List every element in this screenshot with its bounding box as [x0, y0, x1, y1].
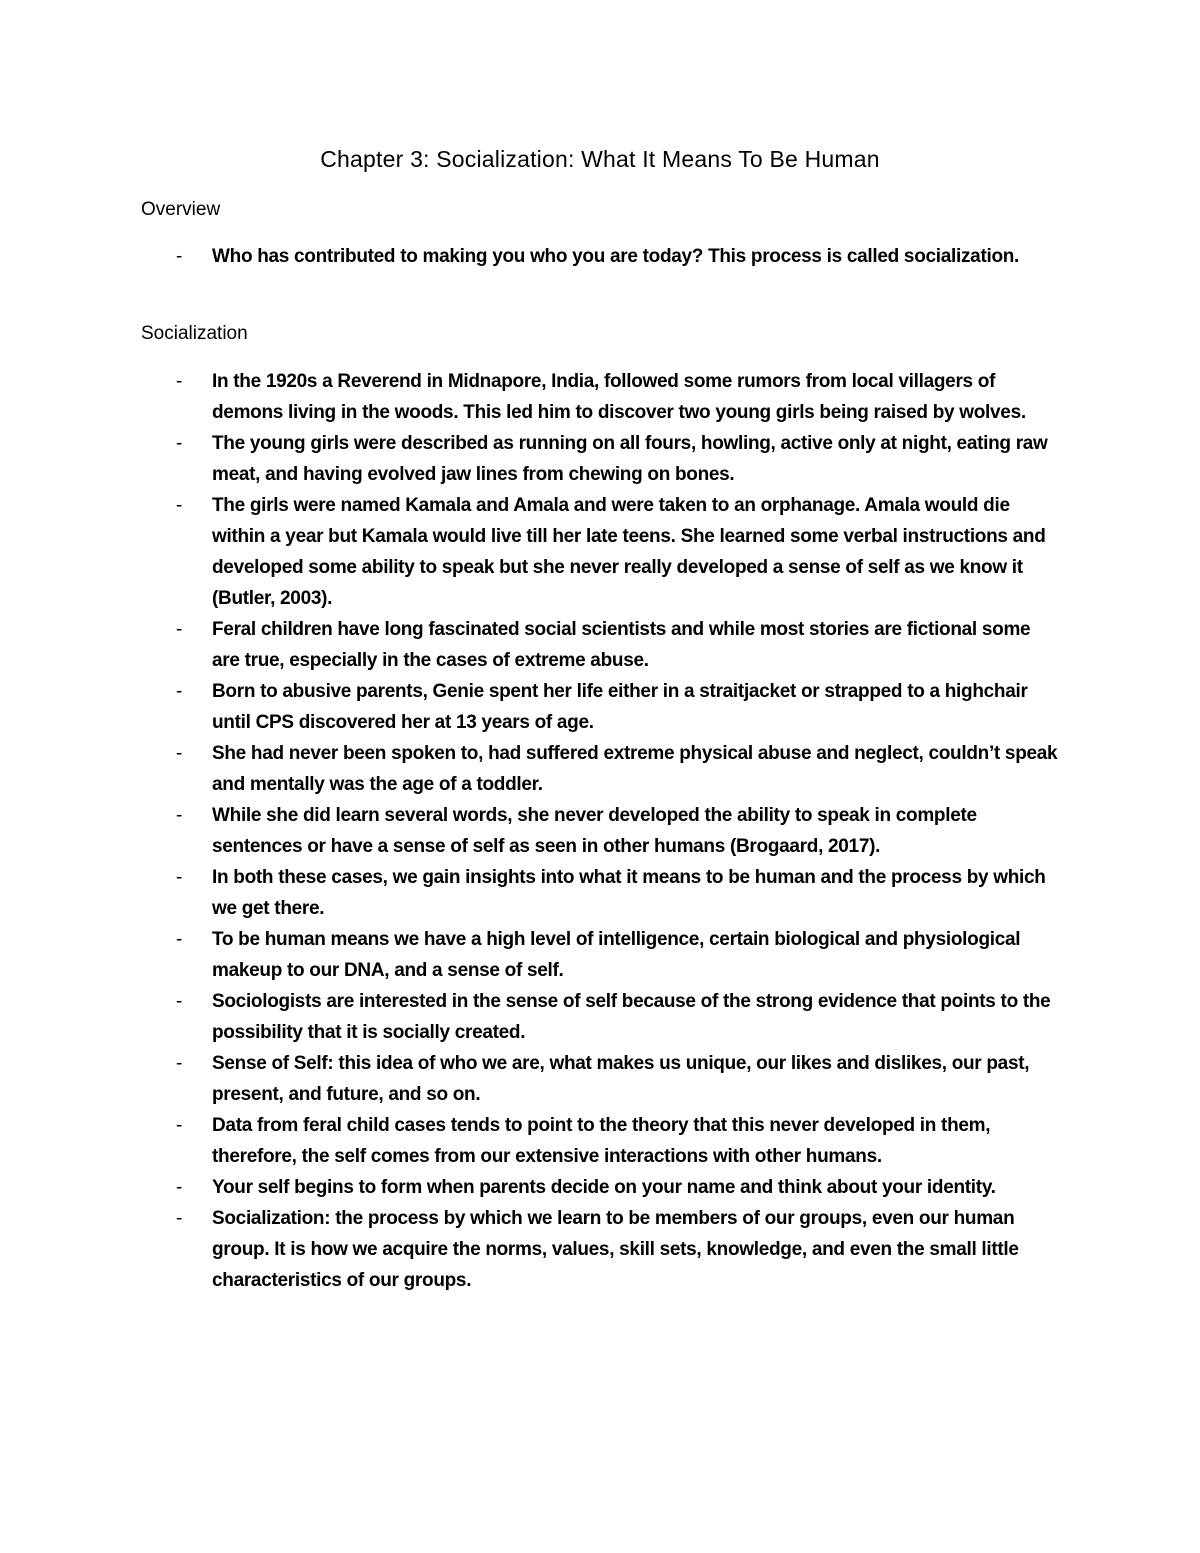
bullet-text: Data from feral child cases tends to point to the theory that this never developed in them, therefore, the self comes from our extensive interactions with other humans.: [212, 1115, 991, 1167]
bullet-dash: -: [176, 495, 183, 516]
bullet-text: Born to abusive parents, Genie spent her life either in a straitjacket or strapped to a highchair until CPS discovered her at 13 years of age.: [212, 681, 1028, 733]
list-item: [0, 800, 1060, 862]
list-item: [0, 986, 1060, 1048]
bullet-dash: -: [176, 867, 183, 888]
bullet-dash: -: [176, 681, 183, 702]
bullet-text: Feral children have long fascinated social scientists and while most stories are fictional some are true, especially in the cases of extreme abuse.: [212, 619, 1031, 671]
page-title: Chapter 3: Socialization: What It Means To Be Human: [320, 146, 880, 172]
bullet-text: Who has contributed to making you who you are today? This process is called socialization.: [212, 246, 1020, 267]
list-item: [0, 676, 1060, 738]
bullet-dash: -: [176, 371, 183, 392]
list-item: [0, 1048, 1060, 1110]
list-item: [0, 1110, 1060, 1172]
bullet-dash: -: [176, 1177, 183, 1198]
bullet-text: In both these cases, we gain insights into what it means to be human and the process by which we get there.: [212, 867, 1046, 919]
list-item: [0, 862, 1060, 924]
bullet-dash: -: [176, 433, 183, 454]
bullet-text: She had never been spoken to, had suffered extreme physical abuse and neglect, couldn’t speak and mentally was the age of a toddler.: [212, 743, 1058, 795]
bullet-text: Socialization: the process by which we learn to be members of our groups, even our human group. It is how we acquire the norms, values, skill sets, knowledge, and even the small little characteristics of our groups.: [212, 1208, 1019, 1291]
list-item: [0, 614, 1060, 676]
list-item: [0, 241, 1060, 272]
bullet-dash: -: [176, 1053, 183, 1074]
section-heading-socialization: Socialization: [141, 323, 248, 344]
bullet-dash: -: [176, 743, 183, 764]
list-item: [0, 1172, 1060, 1203]
bullet-text: To be human means we have a high level of intelligence, certain biological and physiological makeup to our DNA, and a sense of self.: [212, 929, 1021, 981]
bullet-text: Sociologists are interested in the sense of self because of the strong evidence that points to the possibility that it is socially created.: [212, 991, 1051, 1043]
bullet-text: The young girls were described as running on all fours, howling, active only at night, eating raw meat, and having evolved jaw lines from chewing on bones.: [212, 433, 1048, 485]
bullet-text: The girls were named Kamala and Amala and were taken to an orphanage. Amala would die within a year but Kamala would live till her late teens. She learned some verbal instructions and developed some ability to speak but she never really developed a sense of self as we know it (Butler, 2003).: [212, 495, 1046, 609]
bullet-text: In the 1920s a Reverend in Midnapore, India, followed some rumors from local villagers of demons living in the woods. This led him to discover two young girls being raised by wolves.: [212, 371, 1026, 423]
bullet-dash: -: [176, 805, 183, 826]
bullet-dash: -: [176, 991, 183, 1012]
overview-bullet-list: [0, 241, 1060, 272]
list-item: [0, 428, 1060, 490]
list-item: [0, 738, 1060, 800]
list-item: [0, 490, 1060, 614]
bullet-text: Your self begins to form when parents decide on your name and think about your identity.: [212, 1177, 996, 1198]
list-item: [0, 1203, 1060, 1296]
list-item: [0, 924, 1060, 986]
bullet-text: While she did learn several words, she never developed the ability to speak in complete sentences or have a sense of self as seen in other humans (Brogaard, 2017).: [212, 805, 977, 857]
bullet-dash: -: [176, 929, 183, 950]
bullet-text: Sense of Self: this idea of who we are, what makes us unique, our likes and dislikes, our past, present, and future, and so on.: [212, 1053, 1030, 1105]
bullet-dash: -: [176, 1115, 183, 1136]
socialization-bullet-list: [0, 366, 1060, 1296]
bullet-dash: -: [176, 619, 183, 640]
bullet-dash: -: [176, 246, 183, 267]
list-item: [0, 366, 1060, 428]
section-heading-overview: Overview: [141, 199, 221, 220]
bullet-dash: -: [176, 1208, 183, 1229]
